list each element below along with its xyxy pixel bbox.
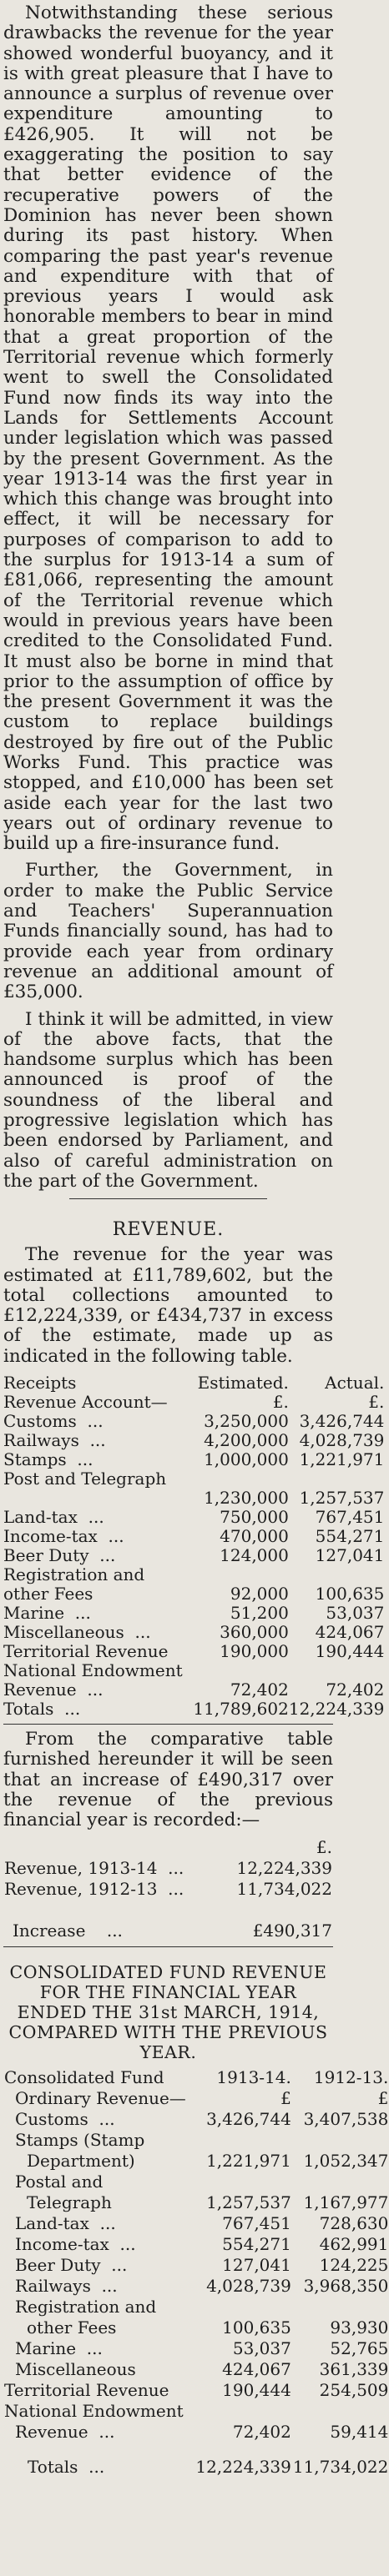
consolidated-row	[3, 2401, 389, 2422]
header-estimated: Estimated.	[197, 1373, 289, 1393]
revenue-row-estimated: 360,000	[220, 1622, 289, 1642]
consolidated-row-1912: 3,407,538	[303, 2109, 389, 2130]
divider	[3, 1946, 333, 1947]
revenue-row	[3, 1661, 384, 1680]
revenue-table	[3, 1373, 384, 1719]
revenue-intro: The revenue for the year was estimated at £11,789,602, but the total collections amounted to £12,224,339, or £434,737 in excess of the estimate, made up as indicated in the following table.	[3, 1244, 333, 1367]
consolidated-row-1913	[194, 2130, 292, 2151]
revenue-row-estimated: 470,000	[220, 1526, 289, 1546]
consolidated-row-1913: 72,402	[232, 2422, 291, 2443]
revenue-row-label: other Fees	[3, 1584, 93, 1604]
revenue-row-actual: 4,028,739	[299, 1430, 385, 1450]
consolidated-row	[3, 2297, 389, 2317]
revenue-table-header	[3, 1373, 384, 1393]
consolidated-row-1913: 190,444	[222, 2380, 291, 2401]
consolidated-row-1913: 424,067	[222, 2359, 291, 2380]
revenue-row-label: Stamps ...	[3, 1449, 93, 1469]
consolidated-row	[3, 2276, 389, 2297]
consolidated-row-label: Telegraph	[27, 2192, 112, 2213]
consolidated-row-1913	[194, 2172, 292, 2192]
revenue-table-units	[3, 1393, 384, 1412]
divider	[3, 1724, 333, 1725]
revenue-row	[3, 1450, 384, 1469]
consolidated-row-1913: 767,451	[222, 2213, 291, 2234]
consolidated-row-label: Income-tax ...	[15, 2234, 136, 2255]
consolidated-row-1913: 1,221,971	[206, 2151, 291, 2172]
comparative-intro: From the comparative table furnished hereunder it will be seen that an increase of £490,317 over the revenue of the previous financial year is recorded:—	[3, 1729, 333, 1831]
consolidated-row	[3, 2317, 389, 2338]
consolidated-row-label: other Fees	[27, 2317, 117, 2338]
revenue-row-actual: 424,067	[315, 1622, 385, 1642]
consolidated-row-1912: 59,414	[330, 2422, 389, 2443]
article-column	[3, 3, 389, 2478]
comparative-table	[3, 1837, 333, 1941]
consolidated-row-label: Postal and	[15, 2172, 104, 2192]
consolidated-row-1912	[292, 2172, 389, 2192]
consolidated-row-label: Miscellaneous	[15, 2359, 136, 2380]
increase-row: Increase ... £490,317	[13, 1921, 332, 1941]
consolidated-heading: CONSOLIDATED FUND REVENUE FOR THE FINANCIAL YEAR ENDED THE 31st MARCH, 1914, COMPARED WITH THE PREVIOUS YEAR.	[8, 1962, 328, 2063]
comparative-unit: £.	[316, 1837, 332, 1858]
consolidated-row-label: Department)	[27, 2151, 135, 2172]
revenue-row-estimated: 92,000	[230, 1584, 289, 1604]
revenue-row	[3, 1565, 384, 1584]
consolidated-row	[3, 2130, 389, 2151]
consolidated-row-1912: 1,052,347	[303, 2151, 389, 2172]
revenue-row-estimated: 1,000,000	[204, 1449, 289, 1469]
revenue-row-label: Customs ...	[3, 1411, 104, 1431]
revenue-row-actual: 100,635	[315, 1584, 385, 1604]
revenue-row	[3, 1604, 384, 1623]
revenue-row-label: Income-tax ...	[3, 1526, 124, 1546]
consolidated-row-1913: 3,426,744	[206, 2109, 291, 2130]
revenue-row-estimated	[193, 1661, 289, 1680]
revenue-row	[3, 1584, 384, 1604]
revenue-row-label: Registration and	[3, 1564, 145, 1584]
revenue-row-estimated: 72,402	[230, 1680, 289, 1700]
revenue-row	[3, 1489, 384, 1508]
revenue-row-actual: 72,402	[326, 1680, 385, 1700]
totals-estimated: 11,789,602	[193, 1699, 289, 1719]
revenue-row	[3, 1412, 384, 1431]
consolidated-row	[3, 2422, 389, 2443]
consolidated-row-1913: 53,037	[232, 2338, 291, 2359]
revenue-row	[3, 1623, 384, 1642]
consolidated-row-1912	[292, 2297, 389, 2317]
revenue-row-label: Land-tax ...	[3, 1507, 104, 1527]
consolidated-row-label: Beer Duty ...	[15, 2255, 128, 2276]
consolidated-row	[3, 2172, 389, 2192]
consolidated-row-label: Registration and	[15, 2297, 157, 2317]
consolidated-row-1912: 728,630	[319, 2213, 389, 2234]
revenue-row	[3, 1642, 384, 1661]
revenue-row-label: Marine ...	[3, 1603, 91, 1623]
revenue-row-estimated	[193, 1565, 289, 1584]
header-receipts: Receipts	[3, 1373, 77, 1393]
consolidated-row-1912: 462,991	[319, 2234, 389, 2255]
revenue-row-estimated: 750,000	[220, 1507, 289, 1527]
consolidated-row-1913: 127,041	[222, 2255, 291, 2276]
consolidated-row	[3, 2255, 389, 2276]
consolidated-row-label: Railways ...	[15, 2276, 118, 2297]
consolidated-row-1913	[194, 2401, 292, 2422]
consolidated-row-label: Marine ...	[15, 2338, 103, 2359]
revenue-row	[3, 1680, 384, 1700]
consolidated-row	[3, 2234, 389, 2255]
consolidated-row-1913: 4,028,739	[206, 2276, 291, 2297]
comparative-row: Revenue, 1913-14 ... 12,224,339	[4, 1858, 332, 1879]
consolidated-row-label: Territorial Revenue	[4, 2380, 169, 2401]
consolidated-row-label: Revenue ...	[15, 2422, 115, 2443]
comparative-row: Revenue, 1912-13 ... 11,734,022	[4, 1879, 332, 1900]
revenue-row-label: Miscellaneous ...	[3, 1622, 151, 1642]
paragraph-surplus: Notwithstanding these serious drawbacks the revenue for the year showed wonderful buoyancy, and it is with great pleasure that I have to announce a surplus of revenue over expenditure amounting to £426,905. It will not be exaggerating the position to say that better evidence of the recuperative powers of the Dominion has never been shown during its past history. When comparing the past year's revenue and expenditure with that of previous years I would ask honorable members to bear in mind that a great proportion of the Territorial revenue which formerly went to swell the Consolidated Fund now finds its way into the Lands for Settlements Account under legislation which was passed by the present Government. As the year 1913-14 was the first year in which this change was brought into effect, it will be necessary for purposes of comparison to add to the surplus for 1913-14 a sum of £81,066, representing the amount of the Territorial revenue which would in previous years have been credited to the Consolidated Fund. It must also be borne in mind that prior to the assumption of office by the present Government it was the custom to replace buildings destroyed by fire out of the Public Works Fund. This practice was stopped, and £10,000 has been set aside each year for the last two years out of ordinary revenue to build up a fire-insurance fund.	[3, 3, 333, 855]
consolidated-row-1912: 124,225	[319, 2255, 389, 2276]
consolidated-row-label: National Endowment	[4, 2401, 184, 2422]
consolidated-row-1912: 1,167,977	[303, 2192, 389, 2213]
revenue-row-estimated: 51,200	[230, 1603, 289, 1623]
revenue-row-label: Territorial Revenue	[3, 1641, 169, 1661]
consolidated-row-label: Customs ...	[15, 2109, 115, 2130]
consolidated-row-1912: 3,968,350	[303, 2276, 389, 2297]
revenue-heading: REVENUE.	[112, 1219, 225, 1241]
revenue-row-actual: 190,444	[315, 1641, 385, 1661]
revenue-row	[3, 1508, 384, 1527]
section-divider	[69, 1198, 267, 1199]
consolidated-row-1913: 100,635	[222, 2317, 291, 2338]
consolidated-row	[3, 2380, 389, 2401]
consolidated-row-1913: 554,271	[222, 2234, 291, 2255]
totals-label: Totals ...	[3, 1699, 81, 1719]
revenue-row	[3, 1469, 384, 1489]
revenue-row-label: Revenue ...	[3, 1680, 104, 1700]
revenue-row-estimated: 4,200,000	[204, 1430, 289, 1450]
revenue-row-actual: 127,041	[315, 1545, 385, 1565]
consolidated-row-1912	[292, 2130, 389, 2151]
totals-actual: 12,224,339	[288, 1699, 385, 1719]
consolidated-row	[3, 2192, 389, 2213]
consolidated-row	[3, 2213, 389, 2234]
paragraph-conclusion: I think it will be admitted, in view of the above facts, that the handsome surplus which has been announced is proof of the soundness of the liberal and progressive legislation which has been endorsed by Parliament, and also of careful administration on the part of the Government.	[3, 1008, 333, 1192]
revenue-row-label: Beer Duty ...	[3, 1545, 116, 1565]
consolidated-row-label: Stamps (Stamp	[15, 2130, 145, 2151]
revenue-row-estimated: 3,250,000	[204, 1411, 289, 1431]
unit-actual: £.	[368, 1392, 385, 1412]
consolidated-row-1912: 254,509	[319, 2380, 389, 2401]
revenue-row-actual: 554,271	[315, 1526, 385, 1546]
revenue-row-estimated: 124,000	[220, 1545, 289, 1565]
revenue-row	[3, 1431, 384, 1450]
revenue-row-label: National Endowment	[3, 1660, 183, 1680]
consolidated-row-label: Land-tax ...	[15, 2213, 116, 2234]
revenue-row	[3, 1546, 384, 1565]
consolidated-row-1912: 93,930	[330, 2317, 389, 2338]
unit-estimated: £.	[272, 1392, 289, 1412]
paragraph-superannuation: Further, the Government, in order to make the Public Service and Teachers' Superannuation Funds financially sound, has had to provide each year from ordinary revenue an additional amount of £35,000.	[3, 860, 333, 1003]
consolidated-section-row: Ordinary Revenue— £ £	[15, 2088, 389, 2109]
section-label: Revenue Account—	[3, 1392, 168, 1412]
revenue-row-actual: 1,221,971	[299, 1449, 385, 1469]
revenue-row-actual	[289, 1565, 385, 1584]
revenue-row-actual	[289, 1469, 385, 1489]
consolidated-row	[3, 2109, 389, 2130]
revenue-row-actual: 3,426,744	[299, 1411, 385, 1431]
consolidated-table	[3, 2067, 389, 2478]
consolidated-row-1912	[292, 2401, 389, 2422]
revenue-row-label	[3, 1489, 193, 1508]
revenue-row-label: Railways ...	[3, 1430, 106, 1450]
consolidated-row-1913: 1,257,537	[206, 2192, 291, 2213]
consolidated-totals-row: Totals ... 12,224,339 11,734,022	[28, 2457, 389, 2478]
header-actual: Actual.	[325, 1373, 385, 1393]
revenue-row-actual	[289, 1661, 385, 1680]
revenue-row-actual: 767,451	[315, 1507, 385, 1527]
revenue-row-actual: 53,037	[326, 1603, 385, 1623]
revenue-row-actual: 1,257,537	[299, 1488, 385, 1508]
revenue-row-label: Post and Telegraph	[3, 1469, 167, 1489]
revenue-totals-row	[3, 1700, 384, 1719]
revenue-row-estimated: 190,000	[220, 1641, 289, 1661]
consolidated-row	[3, 2359, 389, 2380]
revenue-row-estimated: 1,230,000	[204, 1488, 289, 1508]
consolidated-row-1912: 361,339	[319, 2359, 389, 2380]
comparative-unit-row	[3, 1837, 333, 1858]
consolidated-row	[3, 2151, 389, 2172]
revenue-row-estimated	[193, 1469, 289, 1489]
consolidated-row	[3, 2338, 389, 2359]
consolidated-row-1912: 52,765	[330, 2338, 389, 2359]
revenue-row	[3, 1527, 384, 1546]
consolidated-row-1913	[194, 2297, 292, 2317]
consolidated-header-row: Consolidated Fund 1913-14. 1912-13.	[4, 2067, 389, 2088]
